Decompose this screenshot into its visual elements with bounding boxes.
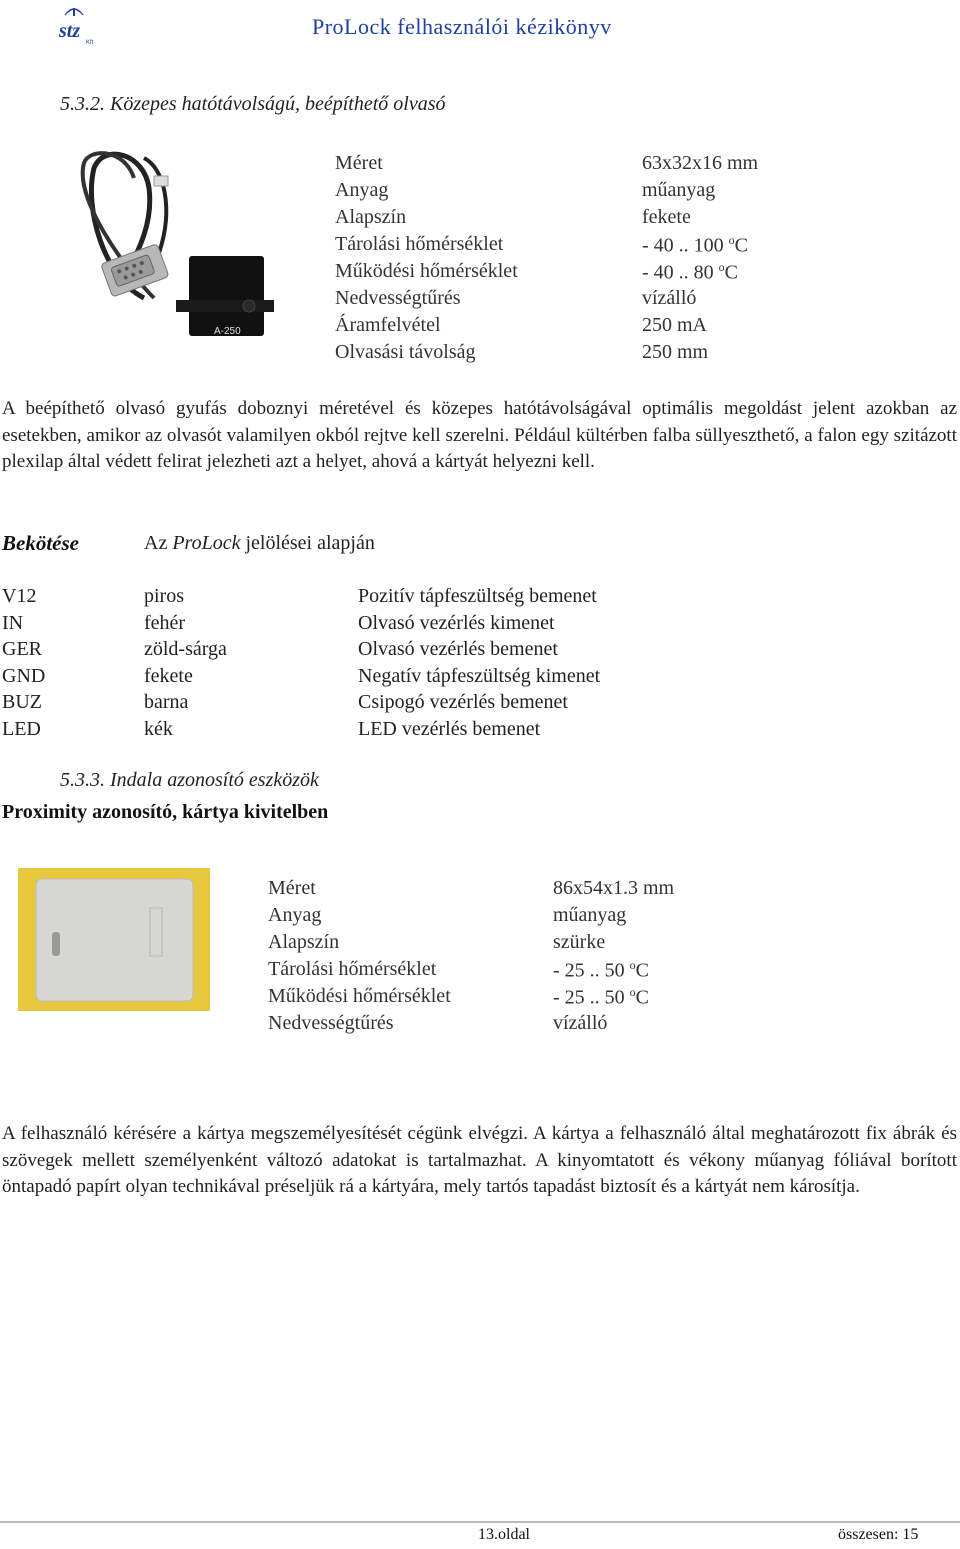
wiring-pin: GND bbox=[2, 664, 46, 687]
wiring-desc: Negatív tápfeszültség kimenet bbox=[358, 664, 601, 687]
wiring-desc: LED vezérlés bemenet bbox=[358, 717, 541, 740]
spec-label: Tárolási hőmérséklet bbox=[335, 233, 504, 255]
wiring-subheading: Az ProLock jelölései alapján bbox=[144, 532, 375, 554]
wiring-color: fehér bbox=[144, 611, 186, 634]
wiring-desc: Olvasó vezérlés bemenet bbox=[358, 638, 558, 660]
spec-label: Nedvességtűrés bbox=[268, 1012, 394, 1034]
card-photo bbox=[18, 868, 210, 1011]
spec-value: 86x54x1.3 mm bbox=[553, 877, 675, 899]
spec-label: Áramfelvétel bbox=[335, 314, 441, 336]
spec-label: Alapszín bbox=[335, 206, 407, 228]
spec-label: Anyag bbox=[335, 179, 389, 201]
spec-label: Anyag bbox=[268, 904, 322, 926]
spec-value: - 40 .. 100 $^o$C bbox=[642, 233, 749, 257]
reader-label: A-250 bbox=[214, 326, 241, 337]
spec-value: - 25 .. 50 $^o$C bbox=[553, 985, 650, 1009]
card-description: A felhasználó kérésére a kártya megszemélyesítését cégünk elvégzi. A kártya a felhasználó által meghatározott fix ábrák és szövegek mellett személyenként változó adatokat is tartalmazhat. A kinyomtatott és vékony műanyag fóliával borított öntapadó papírt olyan technikával préseljük rá a kártyára, mely tartós tapadást biztosít és a kártyát nem károsítja. bbox=[2, 1123, 957, 1197]
spec-label: Nedvességtűrés bbox=[335, 287, 461, 309]
section2-subtitle: Proximity azonosító, kártya kivitelben bbox=[2, 801, 329, 823]
spec-value: vízálló bbox=[642, 287, 697, 309]
section2-title: 5.3.3. Indala azonosító eszközök bbox=[60, 769, 319, 791]
wiring-desc: Csipogó vezérlés bemenet bbox=[358, 691, 568, 713]
wiring-color: fekete bbox=[144, 664, 193, 687]
wiring-heading: Bekötése bbox=[2, 531, 79, 555]
spec-value: műanyag bbox=[553, 904, 627, 926]
spec-value: - 40 .. 80 $^o$C bbox=[642, 260, 739, 284]
wiring-pin: LED bbox=[2, 717, 41, 740]
spec-label: Méret bbox=[268, 877, 316, 899]
spec-label: Alapszín bbox=[268, 931, 340, 953]
wiring-color: barna bbox=[144, 691, 189, 713]
reader-description: A beépíthető olvasó gyufás doboznyi méretével és közepes hatótávolságával optimális megoldást jelent azokban az esetekben, amikor az olvasót valamilyen okból rejtve kell szerelni. Például kültérben falba süllyeszthető, a falon egy szitázott plexilap által védett felirat jelezheti azt a helyet, ahová a kártyát helyezni kell. bbox=[2, 398, 957, 472]
spec-label: Tárolási hőmérséklet bbox=[268, 958, 437, 980]
reader-photo bbox=[64, 148, 274, 348]
wiring-pin: GER bbox=[2, 638, 42, 660]
spec-value: szürke bbox=[553, 931, 606, 953]
brand-name: ProLock bbox=[172, 532, 241, 554]
wiring-pin: IN bbox=[2, 611, 24, 634]
spec-label: Olvasási távolság bbox=[335, 341, 476, 363]
spec-value: - 25 .. 50 $^o$C bbox=[553, 958, 650, 982]
spec-value: 250 mA bbox=[642, 314, 707, 336]
svg-text:Kft: Kft bbox=[86, 40, 94, 46]
footer-divider bbox=[0, 1521, 960, 1523]
header-title: ProLock felhasználói kézikönyv bbox=[312, 14, 612, 39]
wiring-desc: Olvasó vezérlés kimenet bbox=[358, 611, 555, 634]
wiring-pin: BUZ bbox=[2, 691, 42, 713]
spec-value: fekete bbox=[642, 206, 691, 228]
page-total: összesen: 15 bbox=[838, 1526, 919, 1543]
page-number: 13.oldal bbox=[478, 1526, 530, 1543]
spec-value: műanyag bbox=[642, 179, 716, 201]
spec-label: Működési hőmérséklet bbox=[268, 985, 451, 1007]
svg-text:stz: stz bbox=[59, 20, 81, 42]
spec-value: 63x32x16 mm bbox=[642, 152, 759, 174]
spec-value: 250 mm bbox=[642, 341, 709, 363]
wiring-pin: V12 bbox=[2, 585, 37, 607]
wiring-color: piros bbox=[144, 585, 184, 607]
wiring-color: zöld-sárga bbox=[144, 638, 227, 660]
company-logo bbox=[56, 6, 98, 46]
spec-label: Méret bbox=[335, 152, 383, 174]
wiring-desc: Pozitív tápfeszültség bemenet bbox=[358, 585, 597, 607]
section-title: 5.3.2. Közepes hatótávolságú, beépíthető olvasó bbox=[60, 93, 446, 115]
spec-value: vízálló bbox=[553, 1012, 608, 1034]
wiring-color: kék bbox=[144, 717, 173, 740]
spec-label: Működési hőmérséklet bbox=[335, 260, 518, 282]
